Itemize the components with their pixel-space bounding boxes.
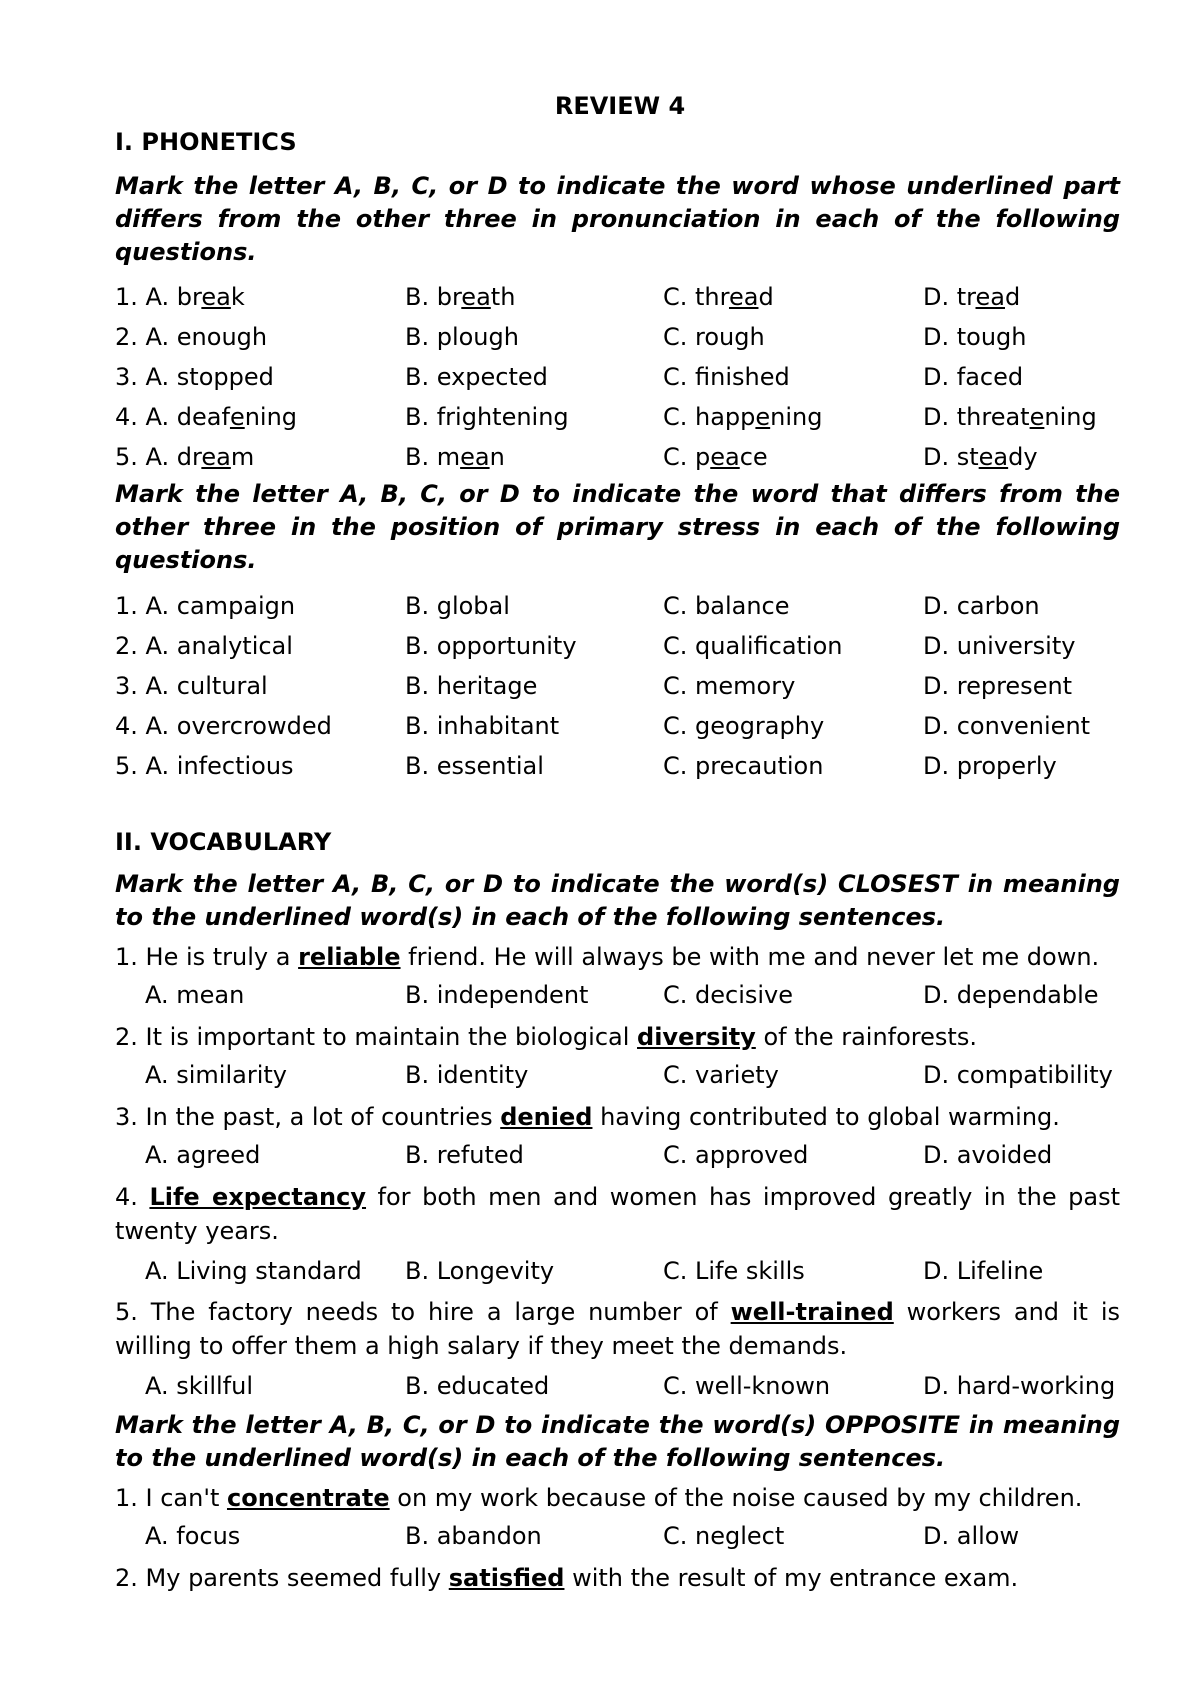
underlined-part: ea <box>975 283 1005 311</box>
option-text: ning <box>244 403 298 431</box>
option-a: 1. A. campaign <box>115 592 296 620</box>
option-text: 5. A. dr <box>115 443 202 471</box>
option-c: C. approved <box>663 1141 809 1169</box>
option-a: A. focus <box>145 1522 241 1550</box>
stem-text: 3. In the past, a lot of countries <box>115 1103 501 1131</box>
stem-text: 4. <box>115 1183 150 1211</box>
option-text: dy <box>1008 443 1038 471</box>
option-text: C. p <box>663 443 711 471</box>
question-stem <box>115 1295 1120 1363</box>
option-c: C. Life skills <box>663 1257 805 1285</box>
option-b: B. refuted <box>405 1141 524 1169</box>
option-c: C. neglect <box>663 1522 785 1550</box>
stem-text: 2. It is important to maintain the biological <box>115 1023 638 1051</box>
stem-text: 5. The factory needs to hire a large number of <box>115 1298 731 1326</box>
underlined-keyword: well-trained <box>730 1298 894 1326</box>
option-c <box>663 281 774 313</box>
option-a <box>115 441 254 473</box>
underlined-keyword: reliable <box>298 943 401 971</box>
option-d: D. compatibility <box>923 1061 1113 1089</box>
option-text: d <box>1004 283 1021 311</box>
option-d <box>923 361 1023 393</box>
option-text: B. m <box>405 443 461 471</box>
stem-text: with the result of my entrance exam. <box>564 1564 1019 1592</box>
option-a: 2. A. analytical <box>115 632 293 660</box>
option-b: B. essential <box>405 752 544 780</box>
underlined-keyword: Life expectancy <box>149 1183 367 1211</box>
option-a: A. skillful <box>145 1372 253 1400</box>
option-b <box>405 401 569 433</box>
option-text: 2. A. enough <box>115 323 268 351</box>
option-a <box>115 401 297 433</box>
answer-options <box>115 1139 1125 1171</box>
option-text: 1. A. br <box>115 283 202 311</box>
option-b <box>405 321 519 353</box>
option-b: B. Longevity <box>405 1257 555 1285</box>
question-row <box>115 361 1125 393</box>
option-text: B. expected <box>405 363 548 391</box>
option-c <box>663 321 765 353</box>
option-a: A. Living standard <box>145 1257 362 1285</box>
underlined-keyword: concentrate <box>226 1484 390 1512</box>
option-c <box>663 361 790 393</box>
option-a: A. agreed <box>145 1141 261 1169</box>
option-d: D. carbon <box>923 592 1040 620</box>
option-d: D. represent <box>923 672 1073 700</box>
answer-options <box>115 1059 1125 1091</box>
underlined-part: ea <box>201 283 231 311</box>
stem-text: on my work because of the noise caused by my children. <box>389 1484 1083 1512</box>
option-b: B. independent <box>405 981 589 1009</box>
option-a: A. mean <box>145 981 245 1009</box>
page-title: REVIEW 4 <box>554 92 686 120</box>
option-a: 5. A. infectious <box>115 752 294 780</box>
option-text: n <box>489 443 505 471</box>
underlined-part: e <box>755 403 771 431</box>
underlined-keyword: denied <box>500 1103 593 1131</box>
option-d <box>923 281 1020 313</box>
option-b: B. inhabitant <box>405 712 560 740</box>
option-text: th <box>490 283 516 311</box>
question-row <box>115 441 1125 473</box>
option-c: C. variety <box>663 1061 779 1089</box>
option-text: ning <box>1044 403 1097 431</box>
question-row <box>115 710 1125 742</box>
option-text: D. tr <box>923 283 976 311</box>
option-d <box>923 441 1038 473</box>
underlined-keyword: satisfied <box>448 1564 565 1592</box>
question-stem <box>115 1020 1120 1054</box>
option-c: C. qualification <box>663 632 843 660</box>
underlined-part: ea <box>728 283 759 311</box>
option-d: D. properly <box>923 752 1057 780</box>
section-heading-vocabulary: II. VOCABULARY <box>115 828 332 856</box>
underlined-part: ea <box>460 443 490 471</box>
option-a <box>115 321 267 353</box>
question-row <box>115 401 1125 433</box>
option-b <box>405 281 515 313</box>
option-text: d <box>758 283 774 311</box>
option-c: C. balance <box>663 592 790 620</box>
option-d: D. allow <box>923 1522 1020 1550</box>
option-b: B. educated <box>405 1372 550 1400</box>
question-row <box>115 750 1125 782</box>
option-text: 4. A. deaf <box>115 403 230 431</box>
stem-text: 1. He is truly a <box>115 943 299 971</box>
option-text: B. frightening <box>405 403 569 431</box>
underlined-part: ea <box>461 283 491 311</box>
option-b <box>405 441 505 473</box>
underlined-part: e <box>229 403 245 431</box>
option-b: B. heritage <box>405 672 538 700</box>
option-text: D. faced <box>923 363 1024 391</box>
underlined-part: e <box>1029 403 1045 431</box>
option-d <box>923 321 1027 353</box>
option-d <box>923 401 1097 433</box>
option-c: C. memory <box>663 672 796 700</box>
stem-text: workers and it is willing to offer them a high salary if they meet the demands. <box>115 1298 1120 1360</box>
option-c <box>663 401 823 433</box>
question-stem <box>115 1100 1120 1134</box>
option-d: D. convenient <box>923 712 1091 740</box>
question-row <box>115 670 1125 702</box>
option-text: B. br <box>405 283 462 311</box>
stem-text: of the rainforests. <box>755 1023 977 1051</box>
underlined-part: ea <box>978 443 1009 471</box>
instruction-pronunciation: Mark the letter A, B, C, or D to indicate the word whose underlined part differs from the other three in pronunciation in each of the following questions. <box>115 172 1120 266</box>
option-b: B. abandon <box>405 1522 542 1550</box>
section-heading-phonetics: I. PHONETICS <box>115 128 297 156</box>
underlined-part: ea <box>710 443 740 471</box>
instruction-stress: Mark the letter A, B, C, or D to indicate the word that differs from the other three in the position of primary stress in each of the following questions. <box>115 480 1120 574</box>
option-text: C. rough <box>663 323 765 351</box>
option-c: C. well-known <box>663 1372 831 1400</box>
question-stem <box>115 940 1120 974</box>
answer-options <box>115 1520 1125 1552</box>
instruction-opposite: Mark the letter A, B, C, or D to indicate the word(s) OPPOSITE in meaning to the underlined word(s) in each of the following sentences. <box>115 1411 1120 1472</box>
instruction-closest: Mark the letter A, B, C, or D to indicate the word(s) CLOSEST in meaning to the underlined word(s) in each of the following sentences. <box>115 870 1120 931</box>
question-row <box>115 630 1125 662</box>
option-d: D. Lifeline <box>923 1257 1044 1285</box>
option-c <box>663 441 768 473</box>
option-b <box>405 361 548 393</box>
option-d: D. dependable <box>923 981 1099 1009</box>
stem-text: for both men and women has improved greatly in the past twenty years. <box>115 1183 1120 1245</box>
stem-text: 1. I can't <box>115 1484 227 1512</box>
option-d: D. avoided <box>923 1141 1053 1169</box>
option-a <box>115 281 245 313</box>
underlined-part: ea <box>201 443 231 471</box>
option-text: 3. A. stopped <box>115 363 274 391</box>
option-text: C. finished <box>663 363 790 391</box>
option-a: 4. A. overcrowded <box>115 712 332 740</box>
option-text: C. happ <box>663 403 756 431</box>
option-a: A. similarity <box>145 1061 287 1089</box>
option-c: C. decisive <box>663 981 794 1009</box>
question-row <box>115 281 1125 313</box>
option-b: B. opportunity <box>405 632 577 660</box>
stem-text: friend. He will always be with me and never let me down. <box>400 943 1100 971</box>
question-row <box>115 590 1125 622</box>
option-text: ning <box>770 403 823 431</box>
question-stem <box>115 1481 1120 1515</box>
option-text: k <box>230 283 245 311</box>
option-d: D. hard-working <box>923 1372 1116 1400</box>
option-b: B. global <box>405 592 510 620</box>
option-c: C. precaution <box>663 752 824 780</box>
option-d: D. university <box>923 632 1076 660</box>
option-text: ce <box>739 443 768 471</box>
option-c: C. geography <box>663 712 825 740</box>
answer-options <box>115 979 1125 1011</box>
option-a: 3. A. cultural <box>115 672 268 700</box>
stem-text: having contributed to global warming. <box>592 1103 1060 1131</box>
answer-options <box>115 1255 1125 1287</box>
stem-text: 2. My parents seemed fully <box>115 1564 449 1592</box>
answer-options <box>115 1370 1125 1402</box>
option-a <box>115 361 274 393</box>
option-text: C. thr <box>663 283 729 311</box>
question-row <box>115 321 1125 353</box>
underlined-keyword: diversity <box>637 1023 756 1051</box>
option-text: B. plough <box>405 323 519 351</box>
option-text: D. st <box>923 443 979 471</box>
option-text: m <box>230 443 255 471</box>
option-text: D. threat <box>923 403 1030 431</box>
option-b: B. identity <box>405 1061 529 1089</box>
question-stem <box>115 1561 1120 1595</box>
question-stem <box>115 1180 1120 1248</box>
option-text: D. tough <box>923 323 1027 351</box>
